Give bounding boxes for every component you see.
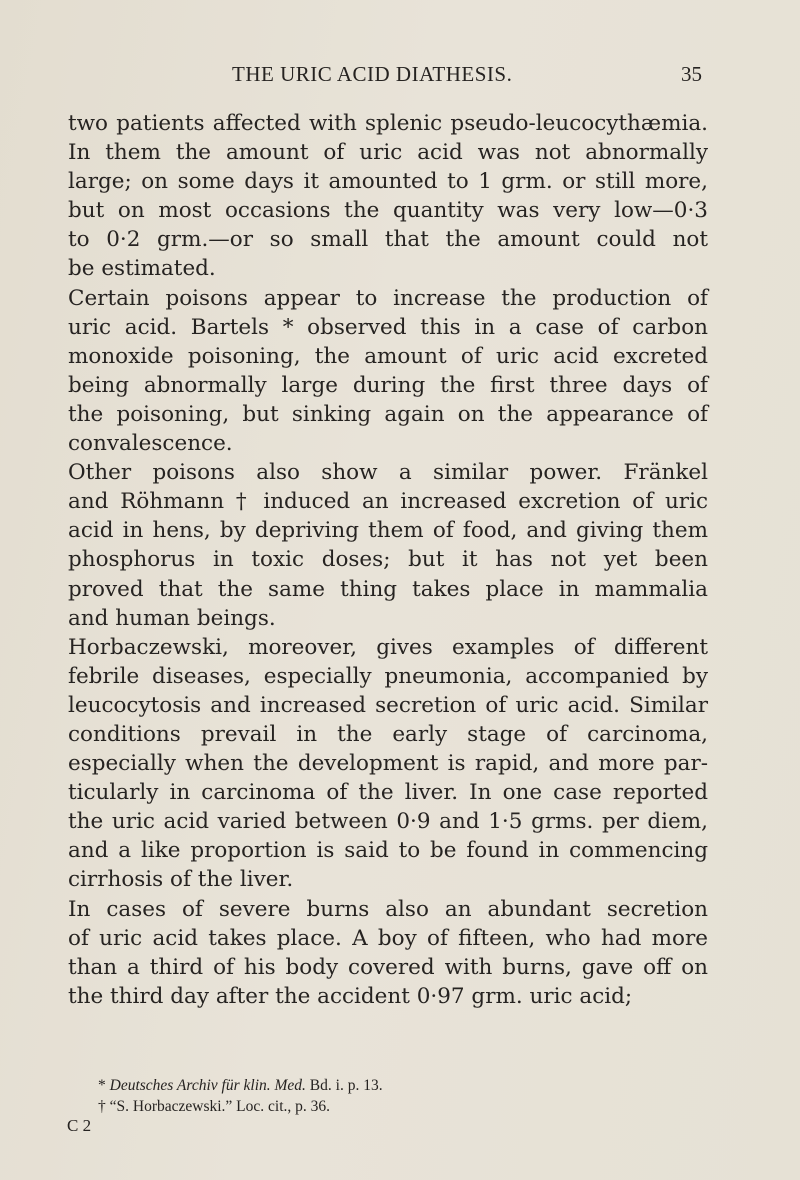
text-line: leucocytosis and increased secretion of uric acid. Similar [68, 692, 708, 718]
text-line: and Röhmann † induced an increased excretion of uric [68, 489, 708, 515]
footnote-2 [98, 1096, 718, 1117]
text-line: Other poisons also show a similar power. Fränkel [68, 460, 708, 486]
text-line: than a third of his body covered with burns, gave off on [68, 954, 708, 980]
text-line: monoxide poisoning, the amount of uric acid excreted [68, 343, 708, 369]
text-line: In cases of severe burns also an abundant secretion [68, 896, 708, 922]
text-line: proved that the same thing takes place in mammalia [68, 576, 708, 602]
text-line: uric acid. Bartels * observed this in a case of carbon [68, 314, 708, 340]
footnotes [98, 1075, 718, 1117]
text-line: Horbaczewski, moreover, gives examples of different [68, 634, 708, 660]
text-line: especially when the development is rapid, and more par- [68, 751, 708, 777]
page-number: 35 [681, 62, 702, 86]
text-line: febrile diseases, especially pneumonia, accompanied by [68, 663, 708, 689]
text-line: Certain poisons appear to increase the production of [68, 285, 708, 311]
text-line: the third day after the accident 0·97 grm. uric acid; [68, 983, 633, 1009]
text-line: and a like proportion is said to be found in commencing [68, 838, 708, 864]
text-line: being abnormally large during the first three days of [68, 372, 708, 398]
footnote-mark: * [98, 1077, 106, 1094]
running-title: THE URIC ACID DIATHESIS. [232, 62, 513, 86]
footnote-mark: † [98, 1098, 106, 1115]
text-line: phosphorus in toxic doses; but it has not yet been [68, 547, 708, 573]
footnote-text: “S. Horbaczewski.” Loc. cit., p. 36. [109, 1098, 331, 1115]
text-line: large; on some days it amounted to 1 grm. or still more, [68, 169, 708, 195]
text-line: of uric acid takes place. A boy of fifteen, who had more [68, 925, 708, 951]
text-line: be estimated. [68, 256, 216, 282]
text-line: to 0·2 grm.—or so small that the amount could not [68, 227, 708, 253]
text-line: ticularly in carcinoma of the liver. In one case reported [68, 780, 708, 806]
footnote-1 [98, 1075, 718, 1096]
text-line: the uric acid varied between 0·9 and 1·5 grms. per diem, [68, 809, 708, 835]
signature-mark: C 2 [67, 1116, 92, 1135]
text-line: cirrhosis of the liver. [68, 867, 294, 893]
footnote-reference: Bd. i. p. 13. [309, 1077, 383, 1094]
text-line: conditions prevail in the early stage of carcinoma, [68, 721, 708, 747]
body-text [68, 109, 708, 1011]
text-line: the poisoning, but sinking again on the appearance of [68, 401, 708, 427]
text-line: convalescence. [68, 431, 233, 457]
text-line: acid in hens, by depriving them of food, and giving them [68, 518, 708, 544]
text-line: In them the amount of uric acid was not abnormally [68, 140, 708, 166]
text-line: two patients affected with splenic pseudo-leucocythæmia. [68, 111, 708, 136]
footnote-journal-title: Deutsches Archiv für klin. Med. [109, 1077, 306, 1094]
text-line: and human beings. [68, 605, 276, 631]
text-line: but on most occasions the quantity was very low—0·3 [68, 198, 708, 224]
running-head [0, 62, 800, 92]
